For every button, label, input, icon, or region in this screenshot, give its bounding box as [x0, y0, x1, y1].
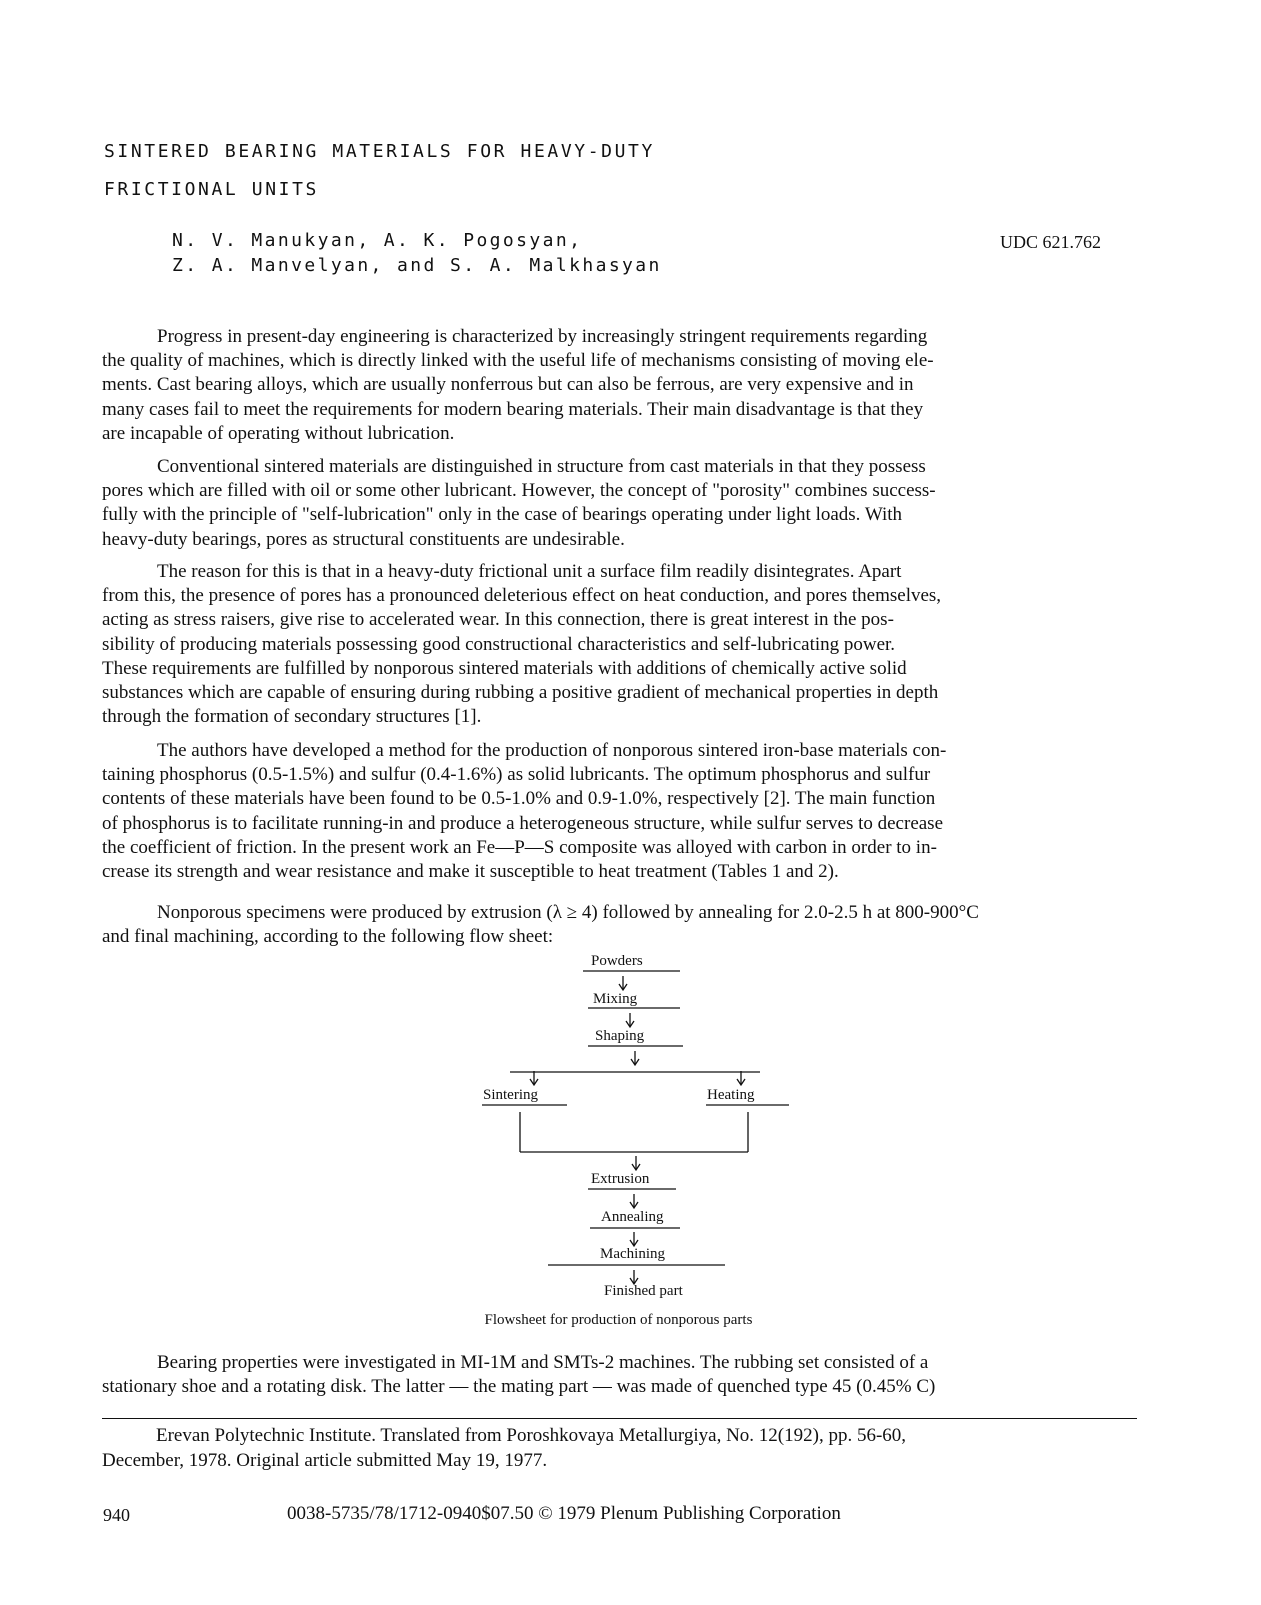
text-line: are incapable of operating without lubrication. [102, 422, 455, 444]
flow-step-heating: Heating [707, 1087, 755, 1103]
text-line: crease its strength and wear resistance and make it susceptible to heat treatment (Tables 1 and 2). [102, 861, 839, 883]
text-line: Progress in present-day engineering is characterized by increasingly stringent requirements regarding [157, 326, 928, 347]
text-line: the quality of machines, which is directly linked with the useful life of mechanisms consisting of moving ele- [102, 350, 934, 372]
flow-step-shaping: Shaping [595, 1028, 645, 1044]
text-line: of phosphorus is to facilitate running-in and produce a heterogeneous structure, while sulfur serves to decrease [102, 812, 944, 834]
footnote [102, 1423, 1142, 1473]
flow-step-extrusion: Extrusion [591, 1171, 650, 1187]
authors-line-1: N. V. Manukyan, A. K. Pogosyan, [172, 230, 583, 251]
paragraph-6 [102, 1351, 1154, 1399]
text-line: acting as stress raisers, give rise to accelerated wear. In this connection, there is great interest in the pos- [102, 609, 894, 631]
flow-step-mixing: Mixing [593, 991, 638, 1007]
text-line: The authors have developed a method for the production of nonporous sintered iron-base materials con- [157, 740, 947, 761]
footnote-divider [102, 1418, 1137, 1419]
authors-line-2: Z. A. Manvelyan, and S. A. Malkhasyan [172, 255, 662, 276]
arrow-icon [631, 1051, 639, 1065]
article-title-line-1: SINTERED BEARING MATERIALS FOR HEAVY-DUTY [104, 141, 655, 162]
text-line: fully with the principle of "self-lubrication" only in the case of bearings operating under light loads. With [102, 504, 903, 526]
paragraph-5 [102, 901, 1154, 949]
text-line: ments. Cast bearing alloys, which are usually nonferrous but can also be ferrous, are very expensive and in [102, 374, 914, 396]
udc-code: UDC 621.762 [1000, 232, 1102, 252]
text-line: Conventional sintered materials are distinguished in structure from cast materials in that they possess [157, 456, 926, 477]
footnote-line: Erevan Polytechnic Institute. Translated from Poroshkovaya Metallurgiya, No. 12(192), pp. 56-60, [156, 1425, 907, 1446]
flow-step-machining: Machining [600, 1246, 665, 1262]
text-line: sibility of producing materials possessing good constructional characteristics and self-lubricating power. [102, 633, 896, 655]
flow-step-powders: Powders [591, 953, 643, 969]
text-line: Nonporous specimens were produced by extrusion (λ ≥ 4) followed by annealing for 2.0-2.5 h at 800-900°C [157, 902, 979, 923]
text-line: pores which are filled with oil or some other lubricant. However, the concept of "porosity" combines success- [102, 480, 936, 502]
figure-caption-text: Flowsheet for production of nonporous parts [484, 1312, 753, 1328]
paragraph-1 [102, 325, 1154, 446]
text-line: heavy-duty bearings, pores as structural constituents are undesirable. [102, 528, 625, 550]
arrow-icon [530, 1071, 538, 1085]
page-number: 940 [103, 1505, 130, 1525]
paragraph-3 [102, 560, 1154, 729]
flow-step-annealing: Annealing [601, 1209, 664, 1225]
arrow-icon [630, 1194, 638, 1208]
text-line: taining phosphorus (0.5-1.5%) and sulfur (0.4-1.6%) as solid lubricants. The optimum phosphorus and sulfur [102, 764, 931, 786]
arrow-icon [632, 1156, 640, 1170]
paragraph-2 [102, 455, 1154, 552]
text-line: substances which are capable of ensuring during rubbing a positive gradient of mechanical properties in depth [102, 682, 939, 704]
text-line: contents of these materials have been found to be 0.5-1.0% and 0.9-1.0%, respectively [2]. The main function [102, 788, 936, 810]
flow-step-finished-part: Finished part [604, 1283, 683, 1299]
text-line: through the formation of secondary structures [1]. [102, 706, 482, 728]
text-line: Bearing properties were investigated in MI-1M and SMTs-2 machines. The rubbing set consisted of a [157, 1352, 929, 1373]
flow-step-sintering: Sintering [483, 1087, 538, 1103]
text-line: The reason for this is that in a heavy-duty frictional unit a surface film readily disintegrates. Apart [157, 561, 902, 582]
arrow-icon [626, 1013, 634, 1027]
arrow-icon [737, 1071, 745, 1085]
text-line: stationary shoe and a rotating disk. The latter — the mating part — was made of quenched type 45 (0.45% C) [102, 1376, 936, 1398]
text-line: and final machining, according to the following flow sheet: [102, 926, 554, 948]
arrow-icon [630, 1232, 638, 1246]
copyright-line: 0038-5735/78/1712-0940$07.50 © 1979 Plenum Publishing Corporation [287, 1503, 841, 1524]
paragraph-4 [102, 739, 1154, 884]
arrow-icon [630, 1270, 638, 1284]
arrow-icon [619, 976, 627, 990]
text-line: the coefficient of friction. In the present work an Fe—P—S composite was alloyed with carbon in order to in- [102, 836, 937, 858]
article-title-line-2: FRICTIONAL UNITS [104, 179, 319, 200]
text-line: many cases fail to meet the requirements for modern bearing materials. Their main disadvantage is that they [102, 398, 924, 420]
text-line: These requirements are fulfilled by nonporous sintered materials with additions of chemically active solid [102, 657, 907, 679]
footnote-line: December, 1978. Original article submitted May 19, 1977. [102, 1450, 548, 1471]
figure-caption [0, 1312, 1261, 1329]
text-line: from this, the presence of pores has a pronounced deleterious effect on heat conduction, and pores themselves, [102, 585, 942, 607]
